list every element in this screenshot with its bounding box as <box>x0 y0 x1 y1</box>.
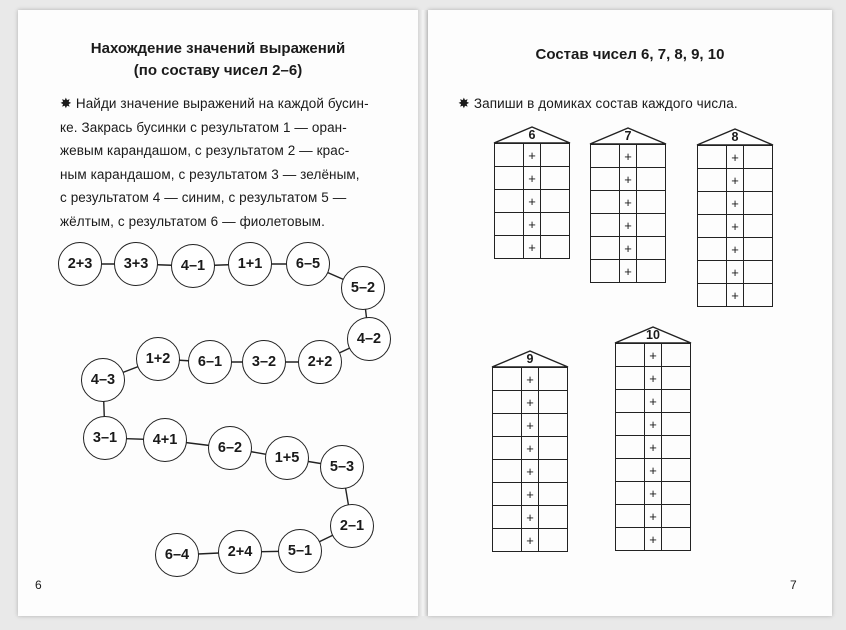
answer-cell[interactable] <box>662 390 691 413</box>
plus-cell: + <box>620 237 637 260</box>
house-row <box>616 482 691 505</box>
bead-4[interactable]: 1+1 <box>228 242 272 286</box>
plus-cell: + <box>645 344 662 367</box>
house-row <box>493 437 568 460</box>
page-number-right: 7 <box>790 578 797 592</box>
answer-cell[interactable] <box>539 437 568 460</box>
answer-cell[interactable] <box>539 368 568 391</box>
answer-cell[interactable] <box>616 367 645 390</box>
answer-cell[interactable] <box>591 260 620 283</box>
plus-cell: + <box>522 529 539 552</box>
plus-cell: + <box>620 145 637 168</box>
answer-cell[interactable] <box>493 368 522 391</box>
house-number-6: 6 <box>528 128 536 142</box>
house-row <box>493 460 568 483</box>
house-grid-6 <box>494 143 570 259</box>
asterisk-icon: ✸ <box>60 95 72 111</box>
house-row <box>493 483 568 506</box>
house-row <box>591 191 666 214</box>
answer-cell[interactable] <box>539 414 568 437</box>
answer-cell[interactable] <box>541 236 570 259</box>
answer-cell[interactable] <box>539 460 568 483</box>
right-title: Состав чисел 6, 7, 8, 9, 10 <box>535 46 725 63</box>
bead-10[interactable]: 6–1 <box>188 340 232 384</box>
left-title-line1: Нахождение значений выражений <box>90 40 346 57</box>
answer-cell[interactable] <box>637 168 666 191</box>
bead-1[interactable]: 2+3 <box>58 242 102 286</box>
answer-cell[interactable] <box>698 146 727 169</box>
house-grid-8 <box>697 145 773 307</box>
answer-cell[interactable] <box>616 436 645 459</box>
answer-cell[interactable] <box>495 213 524 236</box>
answer-cell[interactable] <box>744 169 773 192</box>
plus-cell: + <box>524 236 541 259</box>
plus-cell: + <box>620 214 637 237</box>
plus-cell: + <box>645 367 662 390</box>
house-row <box>591 237 666 260</box>
bead-18[interactable]: 2–1 <box>330 504 374 548</box>
left-title-line2: (по составу чисел 2–6) <box>133 62 303 79</box>
plus-cell: + <box>727 284 744 307</box>
answer-cell[interactable] <box>493 414 522 437</box>
plus-cell: + <box>524 167 541 190</box>
house-row <box>616 528 691 551</box>
plus-cell: + <box>522 483 539 506</box>
plus-cell: + <box>524 190 541 213</box>
plus-cell: + <box>620 260 637 283</box>
asterisk-icon: ✸ <box>458 95 470 111</box>
answer-cell[interactable] <box>637 260 666 283</box>
answer-cell[interactable] <box>493 391 522 414</box>
house-row <box>495 167 570 190</box>
plus-cell: + <box>645 505 662 528</box>
answer-cell[interactable] <box>493 437 522 460</box>
house-row <box>495 144 570 167</box>
answer-cell[interactable] <box>591 237 620 260</box>
answer-cell[interactable] <box>539 483 568 506</box>
house-row <box>616 436 691 459</box>
plus-cell: + <box>522 391 539 414</box>
answer-cell[interactable] <box>616 482 645 505</box>
answer-cell[interactable] <box>637 214 666 237</box>
answer-cell[interactable] <box>493 460 522 483</box>
answer-cell[interactable] <box>591 168 620 191</box>
bead-13[interactable]: 3–1 <box>83 416 127 460</box>
plus-cell: + <box>727 146 744 169</box>
answer-cell[interactable] <box>637 191 666 214</box>
bead-5[interactable]: 6–5 <box>286 242 330 286</box>
house-row <box>493 414 568 437</box>
house-row <box>616 344 691 367</box>
instruction-line-1: ✸ Найди значение выражений на каждой бусин- <box>60 95 369 111</box>
house-row <box>616 505 691 528</box>
house-row <box>616 413 691 436</box>
answer-cell[interactable] <box>616 459 645 482</box>
plus-cell: + <box>645 528 662 551</box>
bead-21[interactable]: 6–4 <box>155 533 199 577</box>
answer-cell[interactable] <box>662 482 691 505</box>
answer-cell[interactable] <box>616 413 645 436</box>
plus-cell: + <box>620 191 637 214</box>
answer-cell[interactable] <box>495 190 524 213</box>
bead-12[interactable]: 4–3 <box>81 358 125 402</box>
answer-cell[interactable] <box>495 144 524 167</box>
house-row <box>698 238 773 261</box>
plus-cell: + <box>645 413 662 436</box>
answer-cell[interactable] <box>662 344 691 367</box>
house-row <box>698 215 773 238</box>
house-number-8: 8 <box>731 130 739 144</box>
answer-cell[interactable] <box>541 167 570 190</box>
answer-cell[interactable] <box>539 391 568 414</box>
instruction-line-6: жёлтым, с результатом 6 — фиолетовым. <box>60 213 325 229</box>
bead-9[interactable]: 3–2 <box>242 340 286 384</box>
answer-cell[interactable] <box>616 528 645 551</box>
answer-cell[interactable] <box>662 436 691 459</box>
answer-cell[interactable] <box>744 192 773 215</box>
bead-3[interactable]: 4–1 <box>171 244 215 288</box>
answer-cell[interactable] <box>539 529 568 552</box>
answer-cell[interactable] <box>662 413 691 436</box>
answer-cell[interactable] <box>698 192 727 215</box>
house-grid-10 <box>615 343 691 551</box>
house-row <box>616 390 691 413</box>
house-row <box>495 190 570 213</box>
house-row <box>493 368 568 391</box>
plus-cell: + <box>522 414 539 437</box>
house-row <box>591 145 666 168</box>
answer-cell[interactable] <box>541 190 570 213</box>
plus-cell: + <box>522 460 539 483</box>
bead-6[interactable]: 5–2 <box>341 266 385 310</box>
plus-cell: + <box>620 168 637 191</box>
answer-cell[interactable] <box>637 237 666 260</box>
plus-cell: + <box>522 437 539 460</box>
house-row <box>616 367 691 390</box>
house-row <box>591 214 666 237</box>
answer-cell[interactable] <box>539 506 568 529</box>
answer-cell[interactable] <box>698 169 727 192</box>
answer-cell[interactable] <box>616 344 645 367</box>
answer-cell[interactable] <box>662 459 691 482</box>
bead-7[interactable]: 4–2 <box>347 317 391 361</box>
house-grid-7 <box>590 144 666 283</box>
bead-16[interactable]: 1+5 <box>265 436 309 480</box>
answer-cell[interactable] <box>698 261 727 284</box>
house-number-9: 9 <box>526 352 534 366</box>
house-row <box>495 213 570 236</box>
answer-cell[interactable] <box>591 145 620 168</box>
instruction-line-4: ным карандашом, с результатом 3 — зелёным, <box>60 166 360 182</box>
house-row <box>493 506 568 529</box>
house-row <box>495 236 570 259</box>
house-grid-9 <box>492 367 568 552</box>
answer-cell[interactable] <box>541 213 570 236</box>
house-row <box>493 529 568 552</box>
answer-cell[interactable] <box>591 191 620 214</box>
answer-cell[interactable] <box>495 167 524 190</box>
answer-cell[interactable] <box>698 284 727 307</box>
answer-cell[interactable] <box>495 236 524 259</box>
bead-14[interactable]: 4+1 <box>143 418 187 462</box>
house-row <box>698 169 773 192</box>
answer-cell[interactable] <box>541 144 570 167</box>
plus-cell: + <box>645 390 662 413</box>
right-instruction: ✸ Запиши в домиках состав каждого числа. <box>458 95 738 111</box>
house-number-7: 7 <box>624 129 632 143</box>
bead-8[interactable]: 2+2 <box>298 340 342 384</box>
plus-cell: + <box>645 482 662 505</box>
house-row <box>616 459 691 482</box>
answer-cell[interactable] <box>698 215 727 238</box>
house-row <box>591 168 666 191</box>
house-row <box>698 284 773 307</box>
bead-20[interactable]: 2+4 <box>218 530 262 574</box>
house-row <box>493 391 568 414</box>
answer-cell[interactable] <box>662 528 691 551</box>
plus-cell: + <box>727 261 744 284</box>
bead-19[interactable]: 5–1 <box>278 529 322 573</box>
house-number-10: 10 <box>646 328 660 342</box>
house-row <box>698 146 773 169</box>
bead-15[interactable]: 6–2 <box>208 426 252 470</box>
answer-cell[interactable] <box>662 505 691 528</box>
house-row <box>591 260 666 283</box>
plus-cell: + <box>645 459 662 482</box>
instruction-line-3: жевым карандашом, с результатом 2 — крас- <box>60 143 350 158</box>
answer-cell[interactable] <box>493 506 522 529</box>
plus-cell: + <box>727 238 744 261</box>
answer-cell[interactable] <box>744 238 773 261</box>
house-row <box>698 261 773 284</box>
answer-cell[interactable] <box>637 145 666 168</box>
answer-cell[interactable] <box>616 390 645 413</box>
instruction-line-2: ке. Закрась бусинки с результатом 1 — оран- <box>60 119 347 135</box>
plus-cell: + <box>727 192 744 215</box>
plus-cell: + <box>524 144 541 167</box>
answer-cell[interactable] <box>744 261 773 284</box>
bead-2[interactable]: 3+3 <box>114 242 158 286</box>
answer-cell[interactable] <box>698 238 727 261</box>
answer-cell[interactable] <box>493 483 522 506</box>
plus-cell: + <box>524 213 541 236</box>
plus-cell: + <box>645 436 662 459</box>
instruction-line-5: с результатом 4 — синим, с результатом 5 — <box>60 190 347 205</box>
answer-cell[interactable] <box>744 215 773 238</box>
answer-cell[interactable] <box>744 146 773 169</box>
plus-cell: + <box>727 169 744 192</box>
page-number-left: 6 <box>35 578 42 592</box>
plus-cell: + <box>727 215 744 238</box>
bead-11[interactable]: 1+2 <box>136 337 180 381</box>
house-row <box>698 192 773 215</box>
plus-cell: + <box>522 506 539 529</box>
answer-cell[interactable] <box>744 284 773 307</box>
answer-cell[interactable] <box>591 214 620 237</box>
answer-cell[interactable] <box>493 529 522 552</box>
answer-cell[interactable] <box>662 367 691 390</box>
answer-cell[interactable] <box>616 505 645 528</box>
bead-17[interactable]: 5–3 <box>320 445 364 489</box>
plus-cell: + <box>522 368 539 391</box>
